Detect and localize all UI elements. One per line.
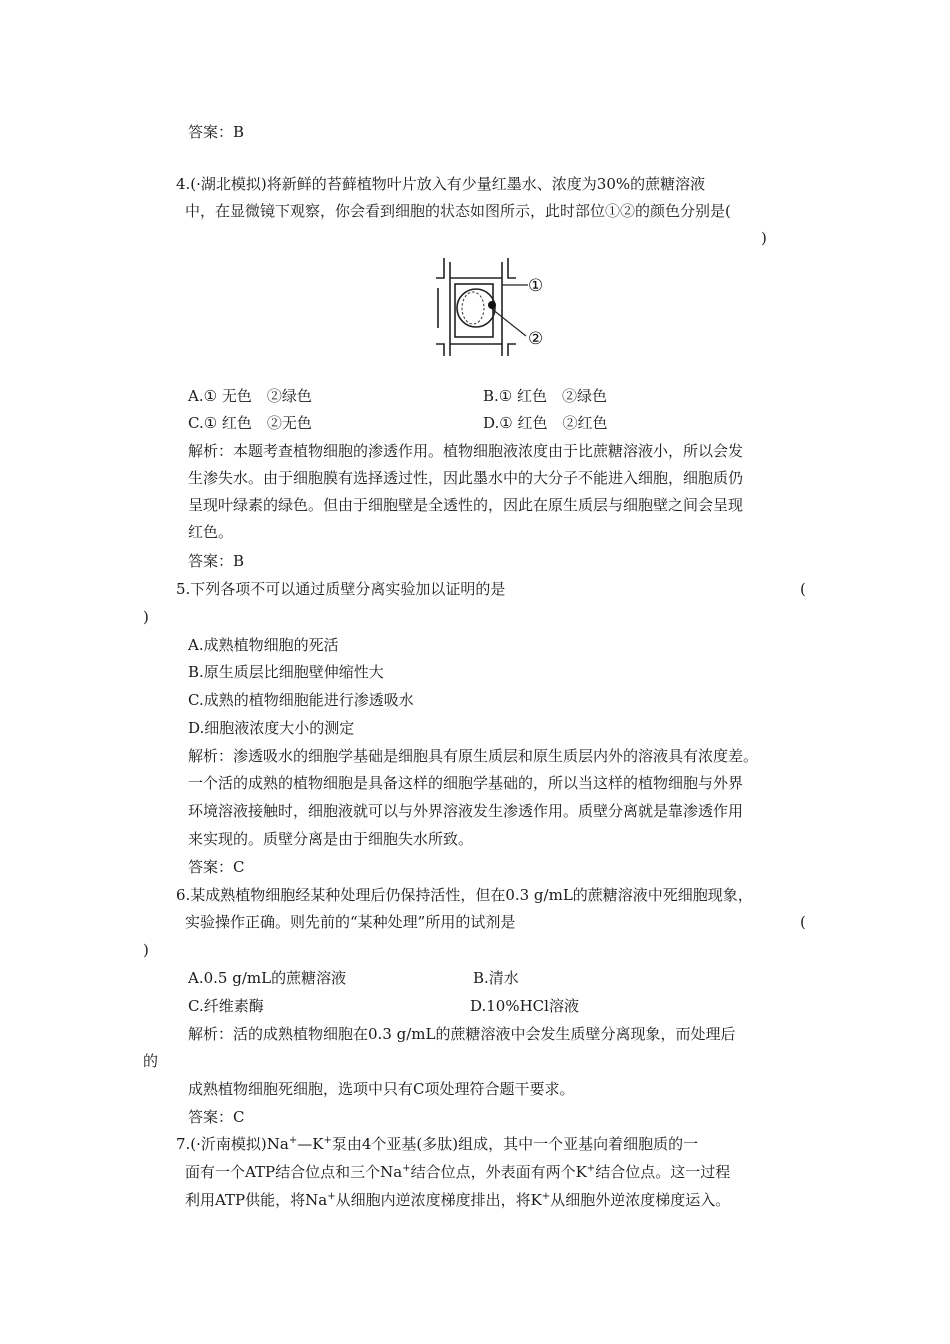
q6-analysis-line2: 成熟植物细胞死细胞，选项中只有C项处理符合题干要求。 <box>188 1080 575 1098</box>
q4-analysis-line4: 红色。 <box>188 523 234 541</box>
pointer-line-2 <box>492 309 526 336</box>
q4-analysis-line3: 呈现叶绿素的绿色。但由于细胞壁是全透性的，因此在原生质层与细胞壁之间会呈现 <box>188 496 744 514</box>
neighbor-wall-tl <box>436 258 444 278</box>
q6-open-paren: ( <box>800 913 806 931</box>
q4-analysis-line2: 生渗失水。由于细胞膜有选择透过性，因此墨水中的大分子不能进入细胞，细胞质仍 <box>188 469 744 487</box>
q6-stem-line1: 6.某成熟植物细胞经某种处理后仍保持活性，但在0.3 g/mL的蔗糖溶液中死细胞现象， <box>176 886 753 904</box>
q6-option-c: C.纤维素酶 <box>188 997 264 1015</box>
neighbor-wall-tr <box>508 258 516 278</box>
q4-close-paren: ) <box>761 229 767 247</box>
q4-stem-line1: 4.(·湖北模拟)将新鲜的苔藓植物叶片放入有少量红墨水、浓度为30%的蔗糖溶液 <box>176 175 706 193</box>
q4-analysis-line1: 解析：本题考查植物细胞的渗透作用。植物细胞液浓度由于比蔗糖溶液小，所以会发 <box>188 442 744 460</box>
q5-option-b: B.原生质层比细胞壁伸缩性大 <box>188 663 384 681</box>
vacuole-outline <box>462 292 484 324</box>
nucleus-dot <box>488 301 496 309</box>
q4-answer: 答案：B <box>188 552 245 570</box>
q6-option-d: D.10%HCl溶液 <box>470 997 579 1015</box>
q5-stem: 5.下列各项不可以通过质壁分离实验加以证明的是 <box>176 580 506 598</box>
q6-close-paren: ) <box>143 941 149 959</box>
q6-analysis-wrap: 的 <box>143 1052 159 1070</box>
neighbor-wall-bl <box>436 344 444 356</box>
answer-prev: 答案：B <box>188 123 245 141</box>
protoplast-outline <box>457 289 495 327</box>
q6-option-b: B.清水 <box>473 969 519 987</box>
q4-stem-line2: 中，在显微镜下观察，你会看到细胞的状态如图所示，此时部位①②的颜色分别是( <box>185 202 731 220</box>
neighbor-wall-br <box>508 344 516 356</box>
q5-open-paren: ( <box>800 580 806 598</box>
q5-analysis-line4: 来实现的。质壁分离是由于细胞失水所致。 <box>188 830 474 848</box>
q6-analysis-line1: 解析：活的成熟植物细胞在0.3 g/mL的蔗糖溶液中会发生质壁分离现象，而处理后 <box>188 1025 736 1043</box>
q4-option-a: A.① 无色 ②绿色 <box>188 387 312 405</box>
q6-answer: 答案：C <box>188 1108 245 1126</box>
q5-analysis-line3: 环境溶液接触时，细胞液就可以与外界溶液发生渗透作用。质壁分离就是靠渗透作用 <box>188 802 744 820</box>
q7-stem-line3: 利用ATP供能，将Na+从细胞内逆浓度梯度排出，将K+从细胞外逆浓度梯度运入。 <box>185 1191 731 1209</box>
q7-stem-line1: 7.(·沂南模拟)Na+—K+泵由4个亚基(多肽)组成，其中一个亚基向着细胞质的一 <box>176 1135 699 1153</box>
q4-option-c: C.① 红色 ②无色 <box>188 414 312 432</box>
q7-stem-line2: 面有一个ATP结合位点和三个Na+结合位点，外表面有两个K+结合位点。这一过程 <box>185 1163 731 1181</box>
q5-analysis-line2: 一个活的成熟的植物细胞是具备这样的细胞学基础的，所以当这样的植物细胞与外界 <box>188 774 744 792</box>
q5-option-c: C.成熟的植物细胞能进行渗透吸水 <box>188 691 414 709</box>
q4-option-d: D.① 红色 ②红色 <box>483 414 608 432</box>
plant-cell-figure <box>430 258 550 358</box>
q5-option-d: D.细胞液浓度大小的测定 <box>188 719 355 737</box>
figure-label-2: ② <box>528 329 544 349</box>
q5-answer: 答案：C <box>188 858 245 876</box>
q6-stem-line2: 实验操作正确。则先前的“某种处理”所用的试剂是 <box>185 913 516 931</box>
q4-option-b: B.① 红色 ②绿色 <box>483 387 608 405</box>
q5-analysis-line1: 解析：渗透吸水的细胞学基础是细胞具有原生质层和原生质层内外的溶液具有浓度差。 <box>188 747 759 765</box>
figure-label-1: ① <box>528 276 544 296</box>
q6-option-a: A.0.5 g/mL的蔗糖溶液 <box>188 969 347 987</box>
q5-option-a: A.成熟植物细胞的死活 <box>188 636 339 654</box>
q5-close-paren: ) <box>143 608 149 626</box>
